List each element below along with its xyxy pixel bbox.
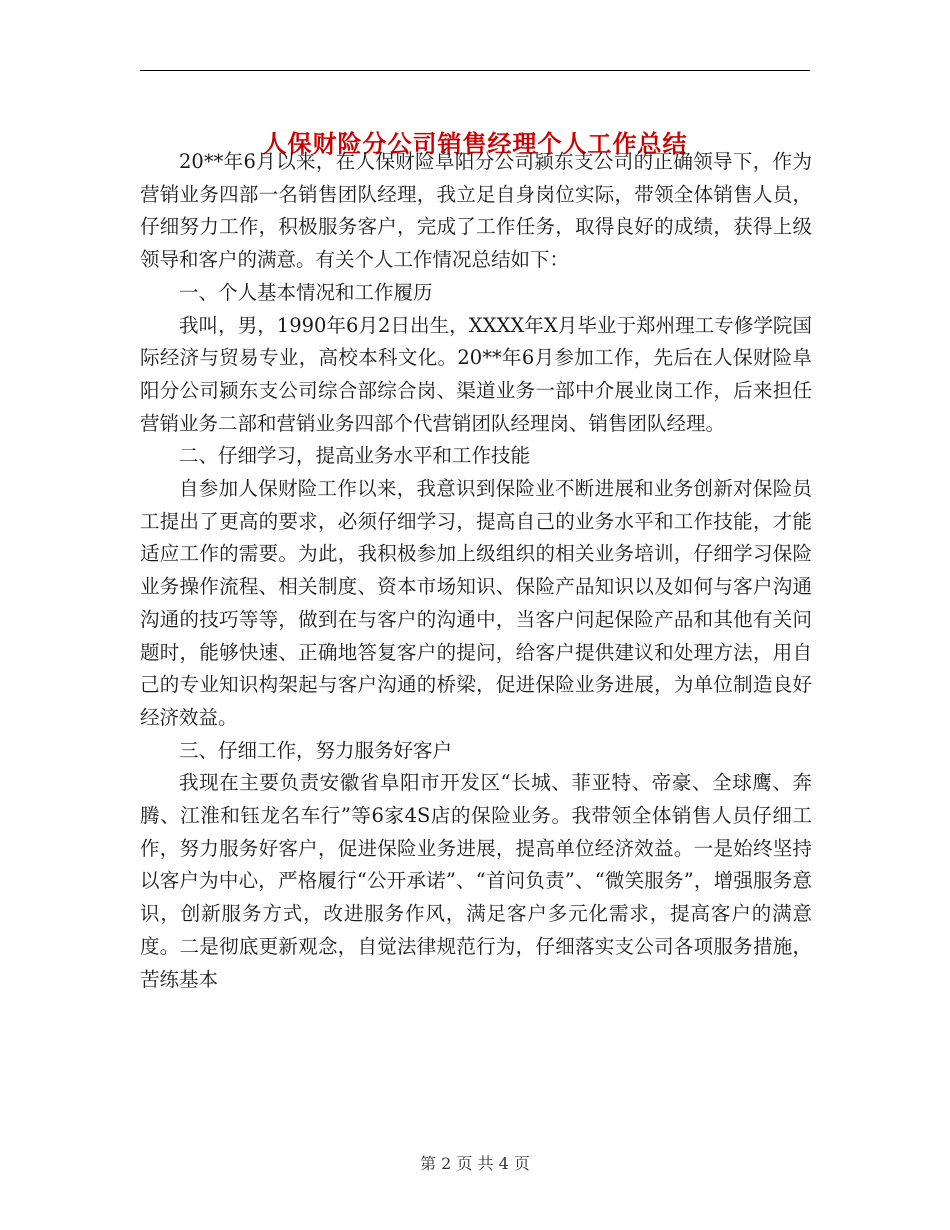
document-body	[140, 146, 812, 996]
paragraph-intro: 20**年6月以来，在人保财险阜阳分公司颍东支公司的正确领导下，作为营销业务四部一名销售团队经理，我立足自身岗位实际，带领全体销售人员，仔细努力工作，积极服务客户，完成了工作任务，取得良好的成绩，获得上级领导和客户的满意。有关个人工作情况总结如下：	[140, 150, 812, 272]
header-rule	[140, 70, 810, 71]
section-heading-1: 一、个人基本情况和工作履历	[179, 280, 433, 304]
section-heading-2: 二、仔细学习，提高业务水平和工作技能	[179, 444, 531, 468]
page-number-footer: 第 2 页 共 4 页	[420, 1154, 530, 1173]
paragraph-section-2: 自参加人保财险工作以来，我意识到保险业不断进展和业务创新对保险员工提出了更高的要求，必须仔细学习，提高自己的业务水平和工作技能，才能适应工作的需要。为此，我积极参加上级组织的相关业务培训，仔细学习保险业务操作流程、相关制度、资本市场知识、保险产品知识以及如何与客户沟通沟通的技巧等等，做到在与客户的沟通中，当客户问起保险产品和其他有关问题时，能够快速、正确地答复客户的提问，给客户提供建议和处理方法，用自己的专业知识构架起与客户沟通的桥梁，促进保险业务进展，为单位制造良好经济效益。	[140, 477, 812, 729]
paragraph-section-1: 我叫，男，1990年6月2日出生，XXXX年X月毕业于郑州理工专修学院国际经济与贸易专业，高校本科文化。20**年6月参加工作，先后在人保财险阜阳分公司颍东支公司综合部综合岗、渠道业务一部中介展业岗工作，后来担任营销业务二部和营销业务四部个代营销团队经理岗、销售团队经理。	[140, 313, 812, 435]
document-title: 人保财险分公司销售经理个人工作总结	[262, 129, 688, 159]
section-heading-3: 三、仔细工作，努力服务好客户	[179, 738, 453, 762]
paragraph-section-3: 我现在主要负责安徽省阜阳市开发区“长城、菲亚特、帝豪、全球鹰、奔腾、江淮和钰龙名车行”等6家4S店的保险业务。我带领全体销售人员仔细工作，努力服务好客户，促进保险业务进展，提高单位经济效益。一是始终坚持以客户为中心，严格履行“公开承诺”、“首问负责”、“微笑服务”，增强服务意识，创新服务方式，改进服务作风，满足客户多元化需求，提高客户的满意度。二是彻底更新观念，自觉法律规范行为，仔细落实支公司各项服务措施，苦练基本	[140, 771, 812, 991]
